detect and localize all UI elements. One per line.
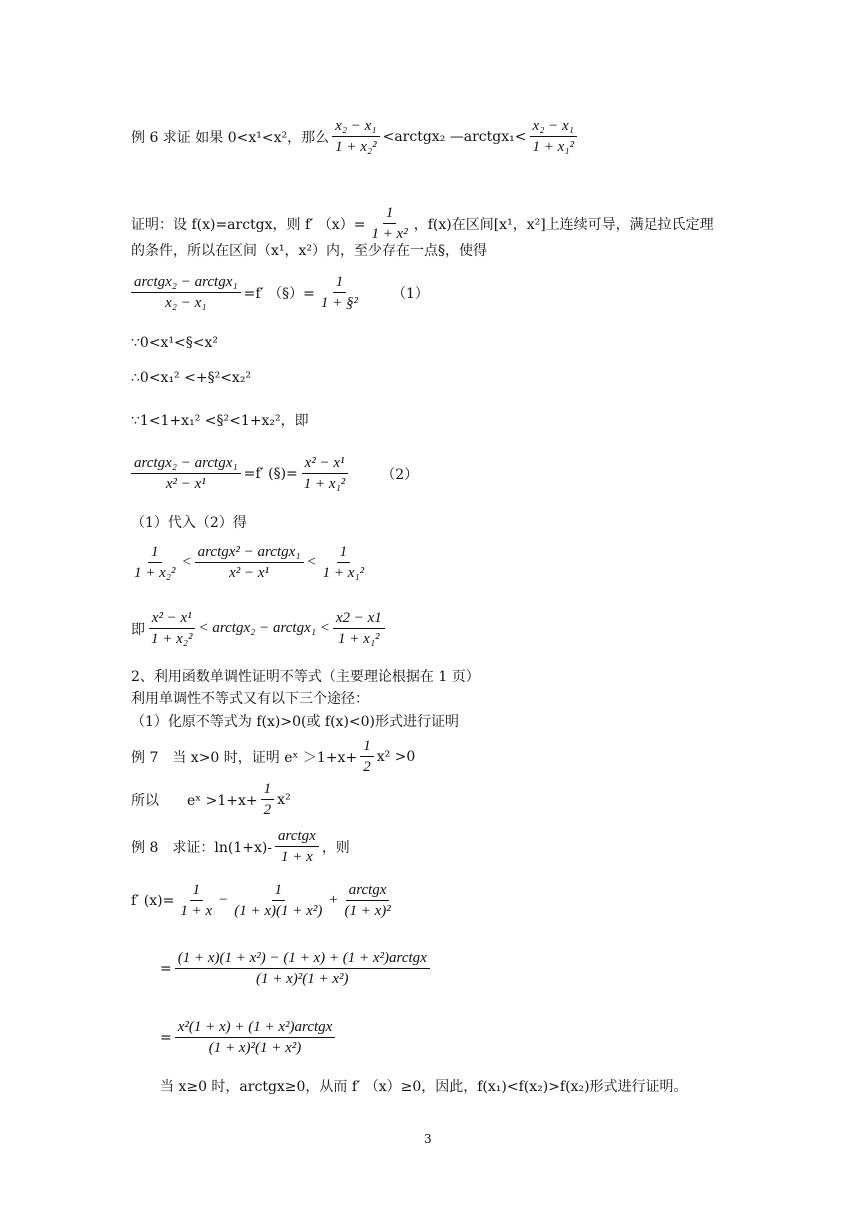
example-6-label: 例 6 求证 如果 0<x¹<x²，那么 bbox=[131, 129, 330, 146]
derivative-expression: f′ (x)= $\frac{1}{1 + x}$ − $\frac{1}{\text{(1 + x)(1 + x²)}}$ + $\frac{\text{arctgx}}{\text{(1 + x)²}}$ bbox=[131, 882, 391, 919]
section-2-ways: 利用单调性不等式又有以下三个途径： bbox=[131, 691, 369, 707]
simplification-step-1: = $\frac{\text{(1 + x)(1 + x²) − (1 + x) + (1 + x²)arctgx}}{\text{(1 + x)²(1 + x²)}}$ bbox=[160, 948, 433, 989]
example-8: 例 8 求证：ln(1+x)- $\frac{\text{arctgx}}{1 + x}$ ，则 bbox=[131, 828, 350, 865]
example-6-left-fraction: $\frac{\text{x₂ − x₁}}{\text{1 + x₂²}}$ bbox=[332, 116, 380, 157]
because-line-1: ∵0<x¹<§<x² bbox=[131, 335, 219, 351]
equation-2-tag: （2） bbox=[381, 466, 419, 483]
therefore-line: ∴0<x₁² <+§²<x₂² bbox=[131, 370, 252, 386]
section-2-heading: 2、利用函数单调性证明不等式（主要理论根据在 1 页） bbox=[131, 669, 480, 685]
derivative-fraction: $\frac{1}{\text{1 + x²}}$ bbox=[371, 205, 408, 242]
example-7: 例 7 当 x>0 时，证明 eˣ ＞1+x+ $\frac{1}{2}$ x² >0 bbox=[131, 738, 416, 775]
conclusion-line: 当 x≥0 时，arctgx≥0，从而 f′ （x）≥0，因此，f(x₁)<f(x₂)>f(x₂)形式进行证明。 bbox=[160, 1079, 688, 1095]
because-line-2: ∵1<1+x₁² <§²<1+x₂²，即 bbox=[131, 413, 309, 429]
way-1: （1）化原不等式为 f(x)>0(或 f(x)<0)形式进行证明 bbox=[131, 714, 460, 730]
example-7-result: 所以 eˣ >1+x+ $\frac{1}{2}$ x² bbox=[131, 781, 291, 818]
double-inequality: $\frac{1}{\text{1 + x₂²}}$ < $\frac{\text{arctgx² − arctgx₁}}{\text{x² − x¹}}$ < $\frac{1}{\text{1 + x₁²}}$ bbox=[134, 544, 365, 581]
page-number: 3 bbox=[424, 1132, 432, 1146]
substitute-line: （1）代入（2）得 bbox=[131, 515, 247, 531]
simplification-step-2: = $\frac{\text{x²(1 + x) + (1 + x²)arctgx}}{\text{(1 + x)²(1 + x²)}}$ bbox=[160, 1017, 338, 1058]
proof-line-2: 的条件，所以在区间（x¹，x²）内，至少存在一点§，使得 bbox=[131, 243, 488, 259]
proof-line-1: 证明：设 f(x)=arctgx，则 f′ （x）= $\frac{1}{\text{1 + x²}}$ ，f(x)在区间[x¹，x²]上连续可导，满足拉氏定理 bbox=[131, 205, 714, 242]
equation-1: $\frac{\text{arctgx₂ − arctgx₁}}{\text{x₂ − x₁}}$ =f′ （§）= $\frac{1}{\text{1 + §²}}$ （1） bbox=[128, 272, 429, 313]
equation-2: $\frac{\text{arctgx₂ − arctgx₁}}{\text{x² − x¹}}$ =f′ (§)= $\frac{\text{x² − x¹}}{\text{1 + x₁²}}$ （2） bbox=[128, 453, 418, 494]
example-6-middle: <arctgx₂ —arctgx₁< bbox=[382, 128, 527, 145]
equation-1-tag: （1） bbox=[392, 285, 429, 302]
example-6-statement bbox=[131, 116, 580, 157]
final-inequality: 即 $\frac{\text{x² − x¹}}{\text{1 + x₂²}}$ < arctgx₂ − arctgx₁ < $\frac{x2 - x1}{\text{1 + x₁²}}$ bbox=[131, 608, 388, 649]
example-6-right-fraction: $\frac{\text{x₂ − x₁}}{\text{1 + x₁²}}$ bbox=[529, 116, 577, 157]
